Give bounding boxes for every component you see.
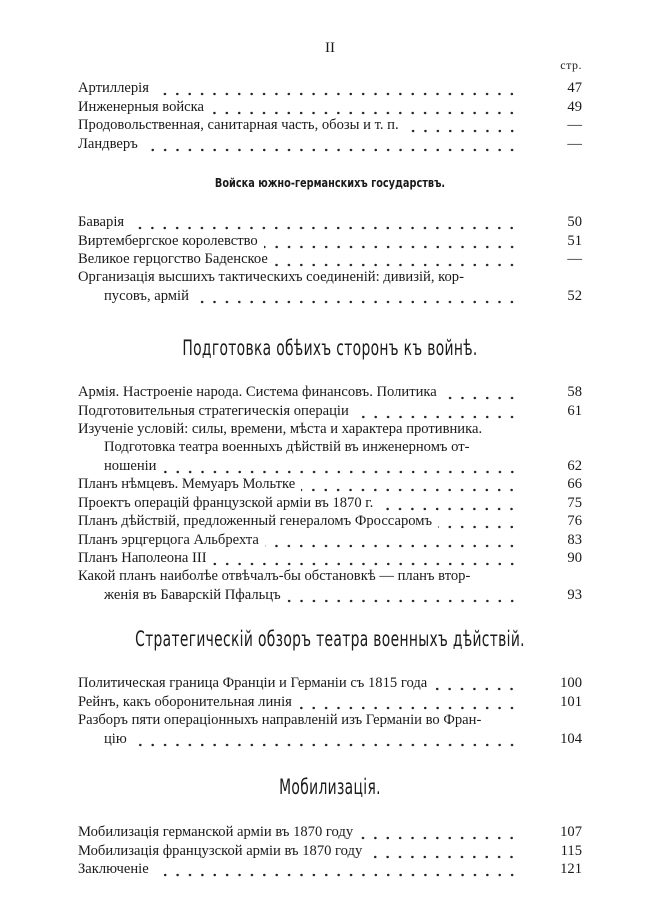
toc-row [78,475,582,493]
toc-list-south-german [78,213,582,305]
toc-entry [78,250,582,268]
toc-row [78,823,582,841]
toc-row [78,401,582,419]
dot-leader [264,232,518,250]
toc-entry [78,383,582,401]
toc-entry-text: Организація высшихъ тактическихъ соединеній: дивизій, кор- [78,269,464,286]
toc-row [78,457,582,475]
toc-entry [78,567,582,604]
dot-leader [355,402,518,420]
toc-row [78,231,582,249]
dot-leader [144,135,518,153]
dot-leader [359,823,518,841]
toc-entry-text: Виртембергское королевство [78,232,258,249]
dot-leader [379,494,518,512]
toc-list-strategic-review [78,674,582,748]
toc-page-number: 83 [567,531,582,548]
toc-entry-text: Ландверъ [78,135,138,152]
page-column-label: стр. [560,58,582,72]
toc-entry [78,401,582,419]
toc-page-number: 62 [567,457,582,474]
toc-entry [78,841,582,859]
toc-row [78,116,582,134]
dot-leader [405,116,518,134]
toc-entry [78,493,582,511]
toc-row [78,79,582,97]
toc-entry-text: Политическая граница Франціи и Германіи съ 1815 года [78,675,428,692]
toc-row [78,692,582,710]
toc-entry-text: ношеніи [104,457,157,474]
toc-row [78,250,582,268]
toc-page-number: 58 [567,384,582,401]
toc-entry-text: Подготовительныя стратегическія операціи [78,402,349,419]
toc-row [78,512,582,530]
toc-page-number: 121 [560,861,582,878]
toc-entry [78,530,582,548]
toc-page-number: 49 [567,98,582,115]
toc-row [78,585,582,603]
dot-leader [368,842,518,860]
toc-entry [78,692,582,710]
toc-entry [78,213,582,231]
dot-leader [433,674,518,692]
dot-leader [274,250,518,268]
toc-entry [78,549,582,567]
toc-entry-text: Проектъ операцій французской арміи въ 1870 г. [78,494,374,511]
toc-entry [78,475,582,493]
dot-leader [155,79,518,97]
toc-entry [78,134,582,152]
toc-page-number: 50 [567,214,582,231]
dot-leader [133,730,518,748]
toc-page-number: — [567,251,582,268]
page-number: II [325,40,335,56]
toc-page-number: 93 [567,586,582,603]
toc-entry-text: Подготовка театра военныхъ дѣйствій въ инженерномъ от- [104,439,470,456]
toc-entry-text: пусовъ, армій [104,287,189,304]
dot-leader [443,383,518,401]
toc-entry-text: Великое герцогство Баденское [78,251,268,268]
toc-entry-text: Какой планъ наиболѣе отвѣчалъ-бы обстановкѣ — планъ втор- [78,567,471,584]
toc-row [78,530,582,548]
dot-leader [265,531,518,549]
toc-entry-text: Рейнъ, какъ оборонительная линія [78,693,292,710]
toc-row [78,729,582,747]
toc-row [78,383,582,401]
section-heading-strategic-review: Стратегическій обзоръ театра военныхъ дѣйствій. [135,627,525,651]
dot-leader [287,586,518,604]
toc-entry-text: цію [104,730,127,747]
toc-row [78,134,582,152]
toc-row [78,860,582,878]
toc-entry [78,268,582,305]
section-heading-south-german: Войска южно-германскихъ государствъ. [214,175,446,190]
toc-list-army [78,79,582,153]
toc-entry [78,116,582,134]
toc-entry [78,674,582,692]
toc-entry [78,420,582,475]
toc-page-number: 66 [567,476,582,493]
toc-entry [78,97,582,115]
toc-entry-text: Баварія [78,214,125,231]
toc-page-number: 107 [560,824,582,841]
toc-entry [78,860,582,878]
dot-leader [195,287,518,305]
toc-page-number: 115 [560,842,582,859]
toc-entry-text: Заключеніе [78,861,149,878]
toc-entry-text: женія въ Баварскій Пфальцъ [104,586,281,603]
toc-entry [78,512,582,530]
toc-page-number: 51 [567,232,582,249]
toc-row [78,549,582,567]
toc-entry-text: Разборъ пяти операціонныхъ направленій изъ Германіи во Фран- [78,711,482,728]
toc-page-number: 101 [560,693,582,710]
toc-entry [78,711,582,748]
toc-page-number: — [567,135,582,152]
dot-leader [301,475,518,493]
toc-entry-text: Армія. Настроеніе народа. Система финансовъ. Политика [78,384,437,401]
toc-entry [78,823,582,841]
toc-entry-text: Планъ дѣйствій, предложенный генераломъ Фроссаромъ [78,513,433,530]
toc-page-number: 61 [567,402,582,419]
toc-page-number: 52 [567,287,582,304]
toc-page-number: 75 [567,494,582,511]
toc-entry [78,231,582,249]
section-heading-preparation: Подготовка обѣихъ сторонъ къ войнѣ. [182,336,478,360]
toc-entry-text: Планъ эрцгерцога Альбрехта [78,531,259,548]
toc-entry-text: Изученіе условій: силы, времени, мѣста и характера противника. [78,420,483,437]
toc-entry [78,79,582,97]
toc-page-number: 76 [567,513,582,530]
toc-row [78,97,582,115]
toc-entry-text: Мобилизація германской арміи въ 1870 году [78,824,354,841]
dot-leader [438,512,518,530]
dot-leader [155,860,518,878]
toc-entry-text: Продовольственная, санитарная часть, обозы и т. п. [78,117,399,134]
toc-row [78,213,582,231]
dot-leader [213,549,518,567]
toc-page-number: 104 [560,730,582,747]
section-heading-mobilization: Мобилизація. [279,775,381,799]
toc-entry-text: Мобилизація французской арміи въ 1870 году [78,842,363,859]
toc-row [78,841,582,859]
toc-page-number: — [567,117,582,134]
toc-entry-text: Планъ Наполеона III [78,549,207,566]
toc-page-number: 47 [567,80,582,97]
toc-list-preparation [78,383,582,604]
dot-leader [130,213,518,231]
dot-leader [298,693,518,711]
toc-row [78,493,582,511]
toc-page-number: 90 [567,549,582,566]
toc-page-number: 100 [560,675,582,692]
toc-entry-text: Планъ нѣмцевъ. Мемуаръ Мольтке [78,476,296,493]
toc-entry-text: Артиллерія [78,80,149,97]
dot-leader [210,98,518,116]
toc-row [78,674,582,692]
toc-entry-text: Инженерныя войска [78,98,204,115]
toc-list-mobilization [78,823,582,878]
toc-row [78,287,582,305]
dot-leader [163,457,519,475]
